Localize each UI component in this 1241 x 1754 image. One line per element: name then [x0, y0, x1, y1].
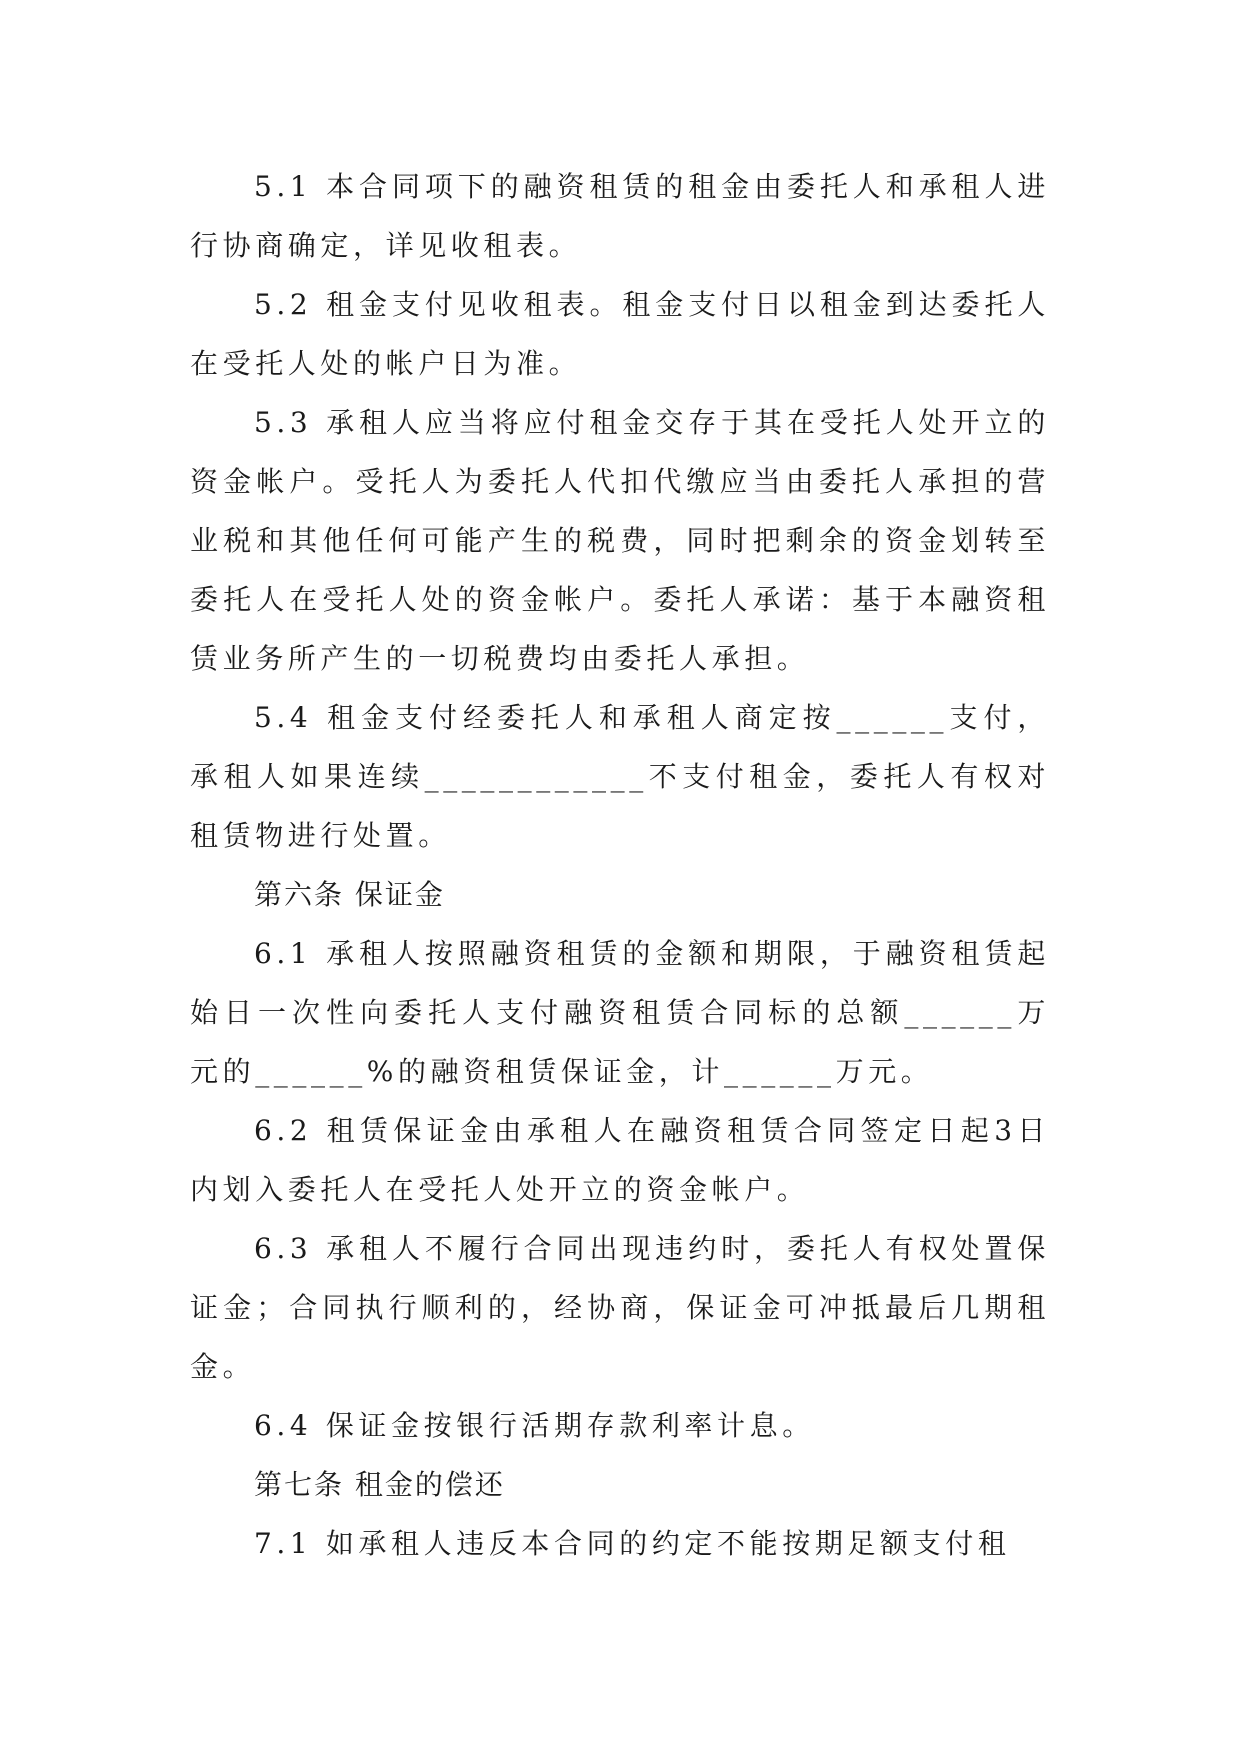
article-7-heading: 第七条 租金的偿还 — [254, 1468, 505, 1501]
clause-6-4: 6.4 保证金按银行活期存款利率计息。 — [254, 1409, 815, 1442]
clause-6-1: 6.1 承租人按照融资租赁的金额和期限，于融资租赁起始日一次性向委托人支付融资租赁合同标的总额______万元的______%的融资租赁保证金，计______万元。 — [190, 937, 1050, 1088]
clause-5-3: 5.3 承租人应当将应付租金交存于其在受托人处开立的资金帐户。受托人为委托人代扣代缴应当由委托人承担的营业税和其他任何可能产生的税费，同时把剩余的资金划转至委托人在受托人处的资金帐户。委托人承诺：基于本融资租赁业务所产生的一切税费均由委托人承担。 — [190, 406, 1050, 675]
article-6-heading: 第六条 保证金 — [254, 878, 445, 911]
clause-7-1: 7.1 如承租人违反本合同的约定不能按期足额支付租 — [254, 1527, 1011, 1560]
clause-5-4: 5.4 租金支付经委托人和承租人商定按______支付，承租人如果连续____________不支付租金，委托人有权对租赁物进行处置。 — [190, 701, 1050, 852]
clause-6-2: 6.2 租赁保证金由承租人在融资租赁合同签定日起3日内划入委托人在受托人处开立的资金帐户。 — [190, 1114, 1050, 1206]
document-body — [190, 157, 1050, 1573]
clause-6-3: 6.3 承租人不履行合同出现违约时，委托人有权处置保证金；合同执行顺利的，经协商，保证金可冲抵最后几期租金。 — [190, 1232, 1050, 1383]
clause-5-2: 5.2 租金支付见收租表。租金支付日以租金到达委托人在受托人处的帐户日为准。 — [190, 288, 1050, 380]
clause-5-1: 5.1 本合同项下的融资租赁的租金由委托人和承租人进行协商确定，详见收租表。 — [190, 170, 1050, 262]
